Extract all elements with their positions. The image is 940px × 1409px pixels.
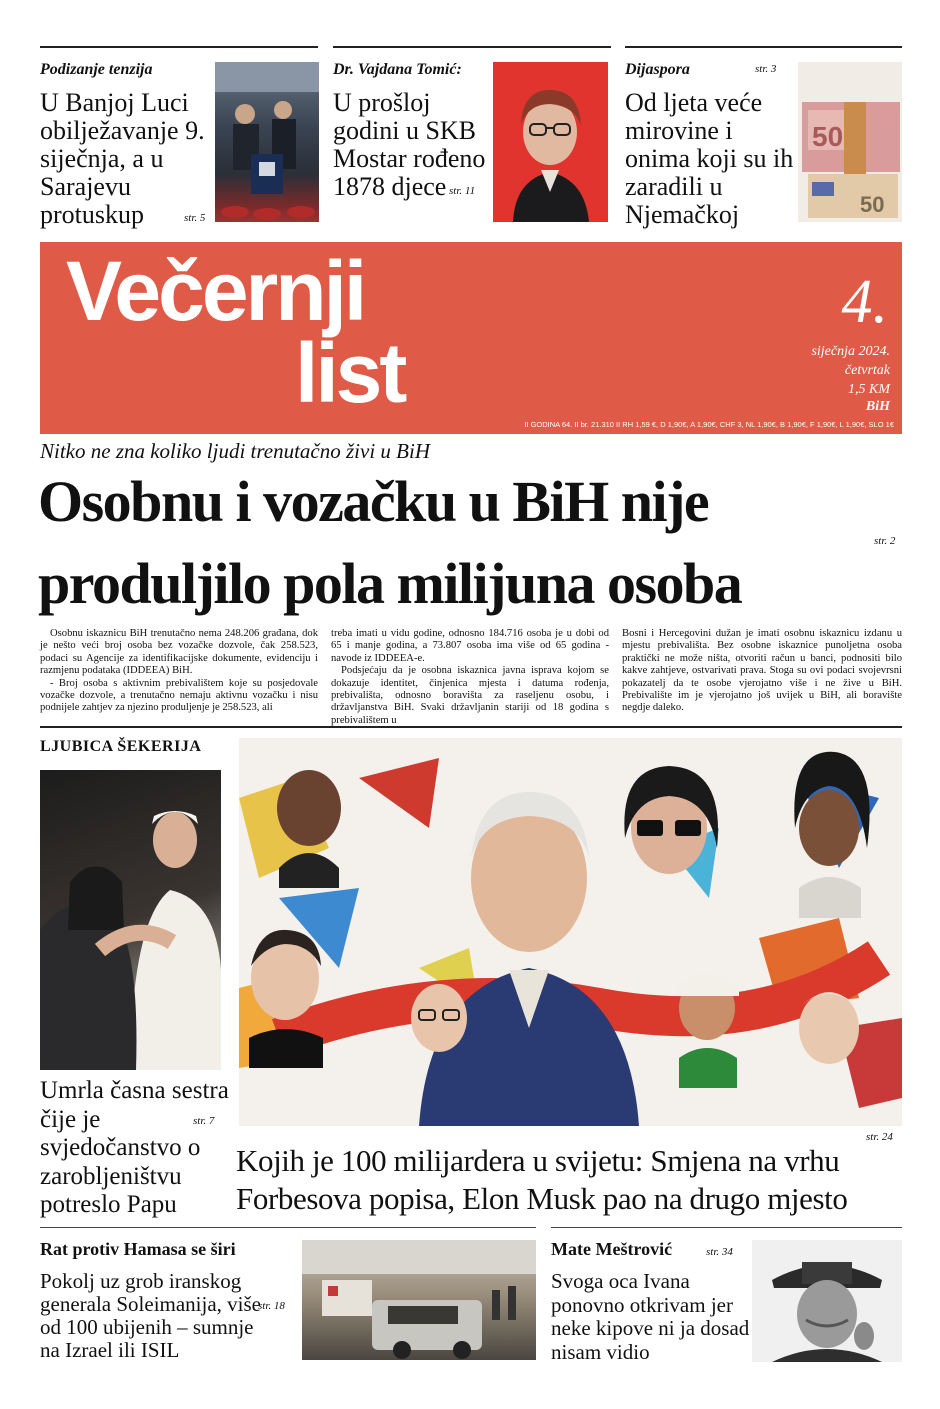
section-divider [40, 726, 902, 728]
top-rule-left [40, 46, 318, 48]
issue-month-year: siječnja 2024. [811, 344, 890, 359]
banknote-illustration [798, 62, 902, 222]
photo-mestrovic [752, 1240, 902, 1362]
collage-illustration [239, 738, 902, 1126]
page-ref: str. 24 [866, 1131, 893, 1143]
mestrovic-kicker: Mate Meštrović [551, 1239, 673, 1259]
top-rule-middle [333, 46, 611, 48]
photo-billionaires-collage [239, 738, 902, 1126]
photo-tomic [493, 62, 608, 222]
nun-kicker: LJUBICA ŠEKERIJA [40, 738, 202, 755]
lead-column-1 [40, 628, 318, 715]
page-ref: str. 2 [874, 535, 896, 547]
lead-paragraph: - Broj osoba s aktivnim prebivalištem koje su posjedovale vozačke dozvole, a trenutačno nemaju aktivnu vozačku i nisu podnijele zahtjev za njezino produljenje je 258.523, ali [40, 677, 318, 714]
teaser-headline: U prošloj godini u SKB Mostar rođeno 1878 djece [333, 88, 486, 201]
lead-paragraph: Podsjećaju da je osobna iskaznica javna isprava kojom se dokazuje identitet, činjenica mjesta i datuma rođenja, prebivališta, odnosno boravišta za raseljenu osobu, i državljanstva BiH. Svaki državljanin stariji od 18 godina s prebivalištem u [331, 665, 609, 726]
lead-paragraph: Osobnu iskaznicu BiH trenutačno nema 248.206 građana, dok je nešto veći broj osoba bez vozačke dozvole, čak 258.523, podaci su Agencije za identifikacijske dokumente, evidenciju i razmjenu podataka (IDDEEA) BiH. [40, 628, 318, 677]
hamas-kicker: Rat protiv Hamasa se širi [40, 1239, 236, 1259]
teaser-kicker: Dijaspora [625, 61, 690, 78]
page-ref: str. 7 [193, 1115, 215, 1127]
page-ref: str. 34 [706, 1246, 733, 1258]
teaser-headline: Od ljeta veće mirovine i onima koji su ih zaradili u Njemačkoj [625, 88, 794, 229]
photo-ceremony [215, 62, 319, 222]
street-scene-illustration [302, 1240, 536, 1360]
photo-pope [40, 770, 221, 1070]
billionaires-headline: Kojih je 100 milijardera u svijetu: Smjena na vrhu Forbesova popisa, Elon Musk pao na drugo mjesto [236, 1143, 848, 1216]
lead-column-2 [331, 628, 609, 727]
lead-kicker: Nitko ne zna koliko ljudi trenutačno živi u BiH [40, 439, 430, 463]
photo-explosion [302, 1240, 536, 1360]
svg-text:50: 50 [812, 121, 844, 152]
nun-headline: Umrla časna sestra čije je svjedočanstvo o zarobljeništvu potreslo Papu [40, 1077, 229, 1218]
portrait-illustration [493, 62, 608, 222]
page-ref: str. 18 [258, 1300, 285, 1312]
mestrovic-headline: Svoga oca Ivana ponovno otkrivam jer neke kipove ni ja dosad nisam vidio [551, 1269, 750, 1364]
issue-price: 1,5 KM [848, 382, 890, 397]
portrait-illustration [752, 1240, 902, 1362]
lead-column-3 [622, 628, 902, 715]
svg-text:50: 50 [860, 192, 885, 217]
price-list: II GODINA 64. II br. 21.310 II RH 1,59 €, D 1,90€, A 1,90€, CHF 3, NL 1,90€, B 1,90€, F 1,90€, L 1,90€, SLO 1€ [524, 420, 894, 429]
page-ref: str. 11 [449, 185, 476, 197]
lead-headline-line1: Osobnu i vozačku u BiH nije [38, 469, 709, 534]
page-ref: str. 3 [755, 63, 777, 75]
bottom-rule-right [551, 1227, 902, 1228]
bottom-rule-left [40, 1227, 536, 1228]
pope-illustration [40, 770, 221, 1070]
page-ref: str. 5 [184, 212, 206, 224]
logo-list[interactable]: list [295, 326, 405, 420]
lead-paragraph: Bosni i Hercegovini dužan je imati osobnu iskaznicu izdanu u mjestu prebivališta. Bez osobne iskaznice punoljetna osoba praktički ne može ništa, otvoriti račun u banci, podnositi bilo kakve zahtjeve, ostvarivati prava. Stoga su ovi podaci svojevrsni pokazatelj da te osobe vjerojatno više i ne žive u BiH. Prebivalište im je vjerojatno još uvijek u BiH, ali boravište negdje daleko. [622, 628, 902, 714]
logo-vecernji[interactable]: Večernji [66, 244, 365, 338]
issue-edition: BiH [865, 399, 890, 414]
issue-weekday: četvrtak [844, 363, 890, 378]
top-rule-right [625, 46, 902, 48]
ceremony-illustration [215, 62, 319, 222]
teaser-headline: U Banjoj Luci obilježavanje 9. siječnja, a u Sarajevu protuskup [40, 88, 205, 229]
teaser-kicker: Dr. Vajdana Tomić: [333, 61, 462, 78]
hamas-headline: Pokolj uz grob iranskog generala Soleimanija, više od 100 ubijenih – sumnje na Izrael ili ISIL [40, 1269, 262, 1362]
masthead [40, 242, 902, 434]
lead-paragraph: treba imati u vidu godine, odnosno 184.716 osoba je u dobi od 65 i manje godina, a 73.807 osoba ima više od 65 godina - navode iz IDDEEA-e. [331, 628, 609, 664]
photo-euro [798, 62, 902, 222]
teaser-kicker: Podizanje tenzija [40, 61, 153, 78]
lead-headline-line2: produljilo pola milijuna osoba [38, 551, 742, 616]
issue-day: 4. [841, 268, 888, 336]
